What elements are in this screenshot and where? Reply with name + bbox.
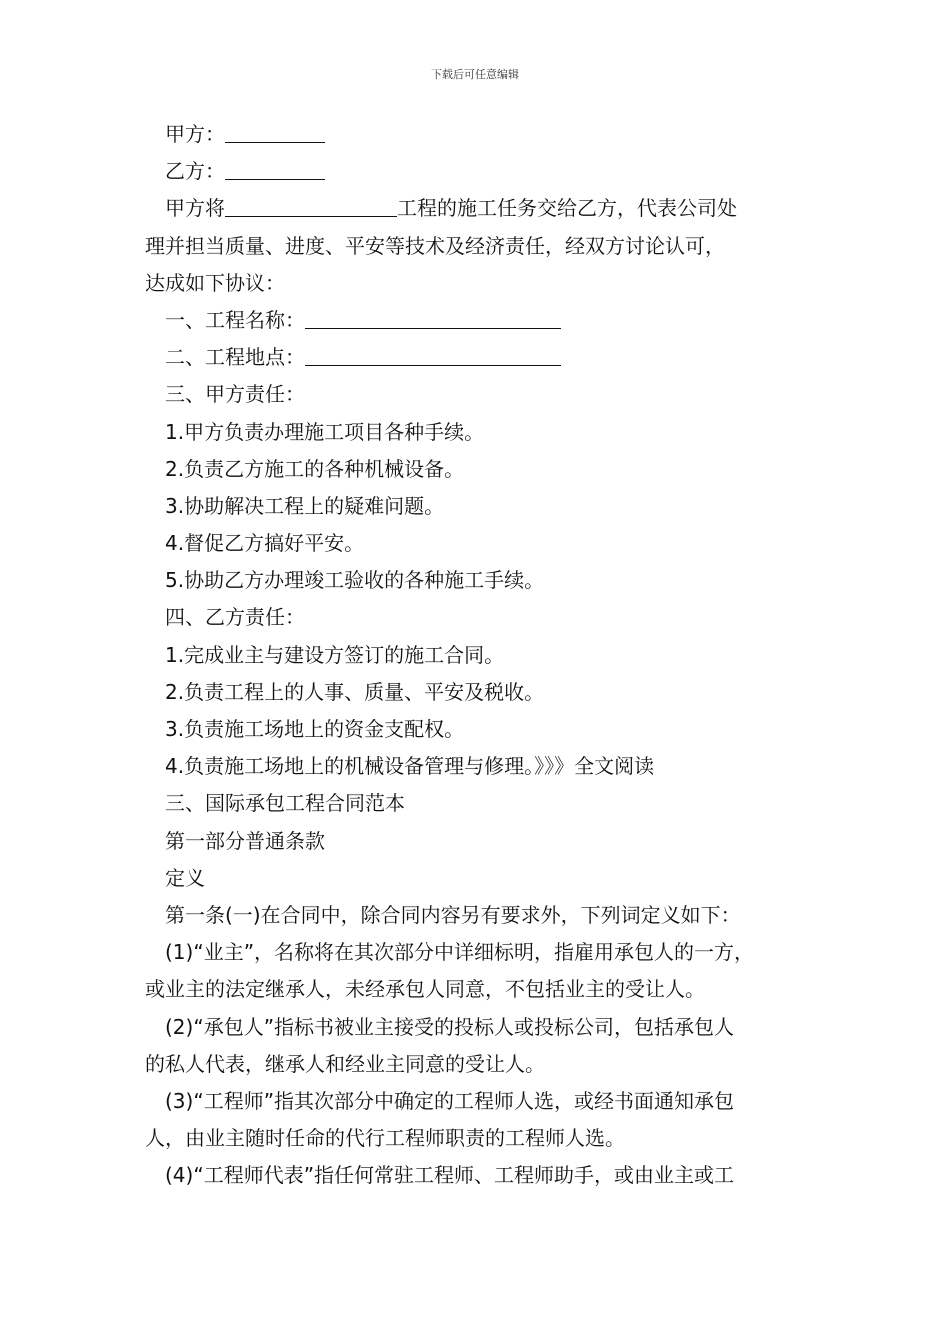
party-a-duty-4: 4.督促乙方搞好平安。	[165, 531, 365, 556]
article-1: 第一条(一)在合同中，除合同内容另有要求外，下列词定义如下：	[165, 902, 741, 927]
intro-line-3: 达成如下协议：	[145, 270, 285, 295]
intro-line-1	[145, 190, 825, 227]
party-a-duty-2: 2.负责乙方施工的各种机械设备。	[165, 456, 465, 481]
intro-line-2: 理并担当质量、进度、平安等技术及经济责任，经双方讨论认可，	[145, 233, 725, 258]
definition-4-line-1: (4)“工程师代表”指任何常驻工程师、工程师助手，或由业主或工	[165, 1163, 735, 1188]
definition-3-line-2: 人，由业主随时任命的代行工程师职责的工程师人选。	[145, 1126, 625, 1151]
party-b-duty-1: 1.完成业主与建设方签订的施工合同。	[165, 642, 505, 667]
party-b-duty-4: 4.负责施工场地上的机械设备管理与修理。》》》全文阅读	[165, 754, 655, 779]
definitions-heading: 定义	[165, 865, 205, 890]
party-a-duties-heading: 三、甲方责任：	[165, 382, 305, 407]
party-b-duty-2: 2.负责工程上的人事、质量、平安及税收。	[165, 679, 545, 704]
part-one-heading: 第一部分普通条款	[165, 828, 325, 853]
party-b-duties-heading: 四、乙方责任：	[165, 605, 305, 630]
project-name-label: 一、工程名称：	[165, 307, 305, 332]
definition-1-line-1: (1)“业主”，名称将在其次部分中详细标明，指雇用承包人的一方，	[165, 940, 755, 965]
definition-3-line-1: (3)“工程师”指其次部分中确定的工程师人选，或经书面通知承包	[165, 1088, 735, 1113]
project-name-blank	[305, 306, 561, 329]
party-a-duty-1: 1.甲方负责办理施工项目各种手续。	[165, 419, 485, 444]
project-location-label: 二、工程地点：	[165, 345, 305, 370]
party-b-line	[145, 153, 825, 190]
definition-1-line-2: 或业主的法定继承人，未经承包人同意，不包括业主的受让人。	[145, 977, 705, 1002]
party-a-duty-3: 3.协助解决工程上的疑难问题。	[165, 493, 445, 518]
party-a-line	[145, 116, 825, 153]
project-name-line	[145, 302, 825, 339]
project-location-line	[145, 339, 825, 376]
section-heading-3: 三、国际承包工程合同范本	[165, 791, 405, 816]
intro-text-1a: 甲方将	[165, 196, 225, 221]
definition-2-line-2: 的私人代表，继承人和经业主同意的受让人。	[145, 1051, 545, 1076]
contract-body	[145, 116, 825, 1194]
definition-2-line-1: (2)“承包人”指标书被业主接受的投标人或投标公司，包括承包人	[165, 1014, 735, 1039]
project-blank	[225, 194, 397, 217]
party-a-duty-5: 5.协助乙方办理竣工验收的各种施工手续。	[165, 568, 545, 593]
party-a-label: 甲方：	[165, 122, 225, 146]
party-a-blank	[225, 120, 325, 143]
intro-text-1b: 工程的施工任务交给乙方，代表公司处	[397, 196, 737, 221]
party-b-blank	[225, 157, 325, 180]
party-b-duty-3: 3.负责施工场地上的资金支配权。	[165, 717, 465, 741]
project-location-blank	[305, 343, 561, 366]
page-header-note: 下载后可任意编辑	[431, 68, 519, 81]
party-b-label: 乙方：	[165, 159, 225, 184]
